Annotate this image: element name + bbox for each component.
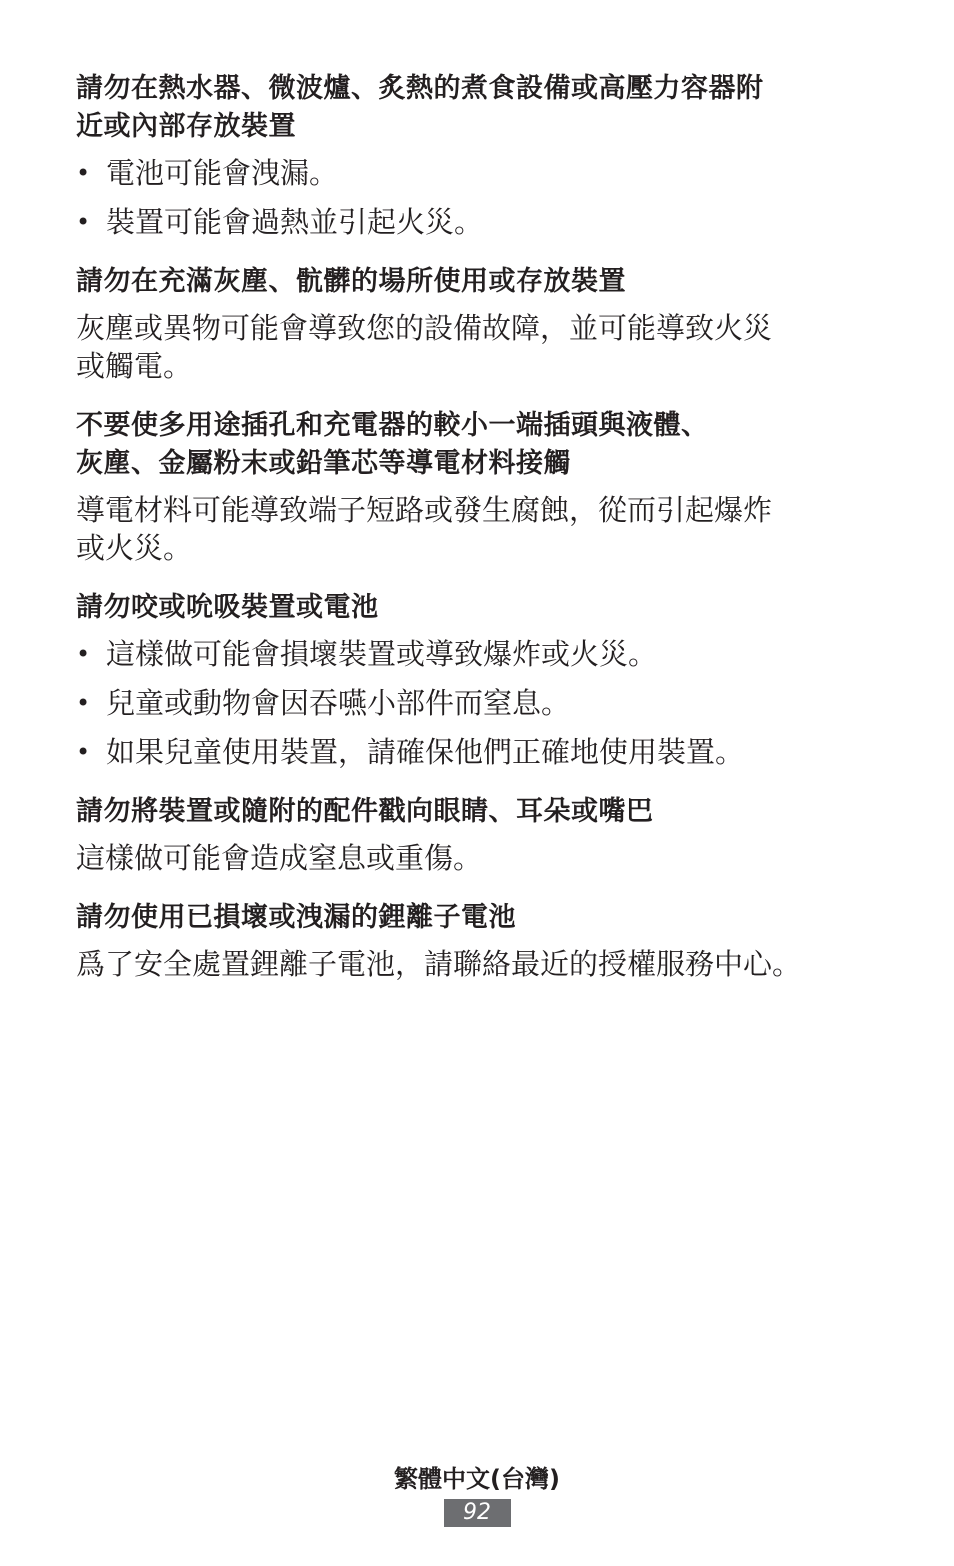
section-heading: 請勿在充滿灰塵、骯髒的場所使用或存放裝置 <box>76 266 626 297</box>
list-item-text: 這樣做可能會損壞裝置或導致爆炸或火災。 <box>106 637 658 671</box>
section-heading: 請勿咬或吮吸裝置或電池 <box>76 592 379 623</box>
bullet-icon: • <box>76 640 91 668</box>
bullet-list <box>76 154 876 241</box>
bullet-list <box>76 635 876 771</box>
bullet-icon: • <box>76 159 91 187</box>
bullet-icon: • <box>76 208 91 236</box>
section-conductive-materials <box>76 407 876 567</box>
list-item <box>76 684 876 722</box>
list-item <box>76 154 876 192</box>
list-item-text: 裝置可能會過熱並引起火災。 <box>106 205 484 239</box>
list-item <box>76 203 876 241</box>
section-paragraph: 這樣做可能會造成窒息或重傷。 <box>76 841 483 875</box>
section-paragraph: 爲了安全處置鋰離子電池，請聯絡最近的授權服務中心。 <box>76 947 802 981</box>
section-paragraph: 灰塵或異物可能會導致您的設備故障，並可能導致火災 或觸電。 <box>76 311 773 383</box>
section-eyes-ears-mouth <box>76 793 876 877</box>
section-heading: 請勿使用已損壞或洩漏的鋰離子電池 <box>76 902 516 933</box>
section-dusty-places <box>76 263 876 385</box>
section-heading: 請勿在熱水器、微波爐、炙熱的煮食設備或高壓力容器附 近或內部存放裝置 <box>76 73 764 142</box>
section-heading: 請勿將裝置或隨附的配件戳向眼睛、耳朵或嘴巴 <box>76 796 654 827</box>
page-footer <box>0 1463 954 1527</box>
section-heat-sources <box>76 70 876 241</box>
bullet-icon: • <box>76 689 91 717</box>
bullet-icon: • <box>76 738 91 766</box>
page-content <box>76 70 876 1005</box>
section-paragraph: 導電材料可能導致端子短路或發生腐蝕，從而引起爆炸 或火災。 <box>76 493 773 565</box>
list-item-text: 如果兒童使用裝置，請確保他們正確地使用裝置。 <box>106 735 745 769</box>
list-item <box>76 635 876 673</box>
page-number: 92 <box>444 1499 511 1527</box>
list-item <box>76 733 876 771</box>
section-damaged-battery <box>76 899 876 983</box>
section-heading: 不要使多用途插孔和充電器的較小一端插頭與液體、 灰塵、金屬粉末或鉛筆芯等導電材料接觸 <box>76 410 709 479</box>
list-item-text: 電池可能會洩漏。 <box>106 156 339 190</box>
section-biting <box>76 589 876 771</box>
list-item-text: 兒童或動物會因吞嚥小部件而窒息。 <box>106 686 571 720</box>
footer-language: 繁體中文(台灣) <box>394 1465 560 1493</box>
